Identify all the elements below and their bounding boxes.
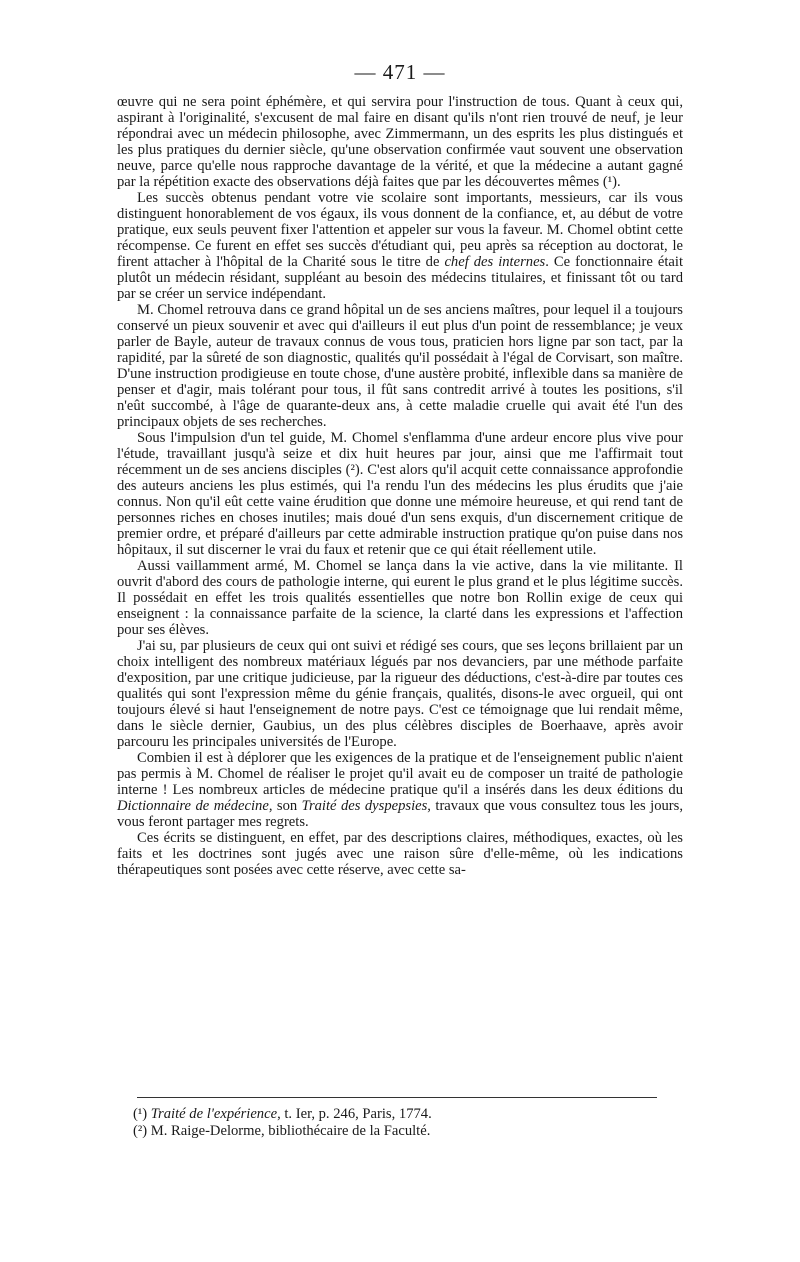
text-run: , son: [268, 798, 302, 814]
text-run: M. Raige-Delorme, bibliothécaire de la Faculté.: [150, 1123, 431, 1139]
page-number: — 471 —: [354, 60, 446, 84]
text-run: J'ai su, par plusieurs de ceux qui ont suivi et rédigé ses cours, que ses leçons brillaient par un choix intelligent des nombreux matériaux légués par nos devanciers, par une méthode parfaite d'exposition, par une critique judicieuse, par la rigueur des déductions, c'est-à-dire par toutes ces qualités qui sont l'expression même du génie français, qualités, disons-le avec orgueil, qui ont toujours élevé si haut l'enseignement de notre pays. C'est ce témoignage que lui rendait même, dans le siècle dernier, Gaubius, un des plus célèbres disciples de Boerhaave, après avoir parcouru les principales universités de l'Europe.: [117, 638, 683, 750]
paragraph: [117, 302, 683, 430]
footnote-reference: (¹).: [602, 174, 621, 190]
body-text: [117, 94, 683, 878]
text-run: , travaux que vous consultez tous les jours, vous feront partager mes regrets.: [117, 798, 683, 830]
paragraph: [117, 830, 683, 878]
italic-text: chef des internes: [444, 254, 546, 270]
text-run: Sous l'impulsion d'un tel guide, M. Chomel s'enflamma d'une ardeur encore plus vive pour l'étude, travaillant jusqu'à seize et dix huit heures par jour, ainsi que me l'affirmait tout récemment un de ses anciens disciples: [117, 430, 683, 478]
paragraph: [117, 750, 683, 830]
footnote-divider: [137, 1097, 657, 1098]
footnote-marker: (¹): [133, 1106, 151, 1122]
italic-text: Traité de l'expérience: [150, 1106, 278, 1122]
footnotes: [133, 1106, 673, 1140]
text-run: œuvre qui ne sera point éphémère, et qui servira pour l'instruction de tous. Quant à ceux qui, aspirant à l'originalité, s'excusent de mal faire en disant qu'ils n'ont rien trouvé de neuf, je leur répondrai avec un médecin philosophe, avec Zimmermann, un des esprits les plus distingués et les plus pratiques du dernier siècle, qu'une observation confirmée vaut souvent une observation neuve, parce qu'elle nous rapproche davantage de la vérité, et que la médecine a autant gagné par la répétition exacte des observations déjà faites que par les découvertes mêmes: [117, 94, 683, 190]
paragraph: [117, 638, 683, 750]
paragraph: [117, 430, 683, 558]
footnote: [133, 1123, 673, 1140]
footnote-marker: (²): [133, 1123, 151, 1139]
paragraph: [117, 94, 683, 190]
footnote-reference: (²): [345, 462, 360, 478]
text-run: Combien il est à déplorer que les exigences de la pratique et de l'enseignement public n'aient pas permis à M. Chomel de réaliser le projet qu'il avait eu de composer un traité de pathologie interne ! Les nombreux articles de médecine pratique qu'il a insérés dans les deux éditions du: [117, 750, 683, 798]
italic-text: Dictionnaire de médecine: [117, 798, 269, 814]
paragraph: [117, 558, 683, 638]
footnote: [133, 1106, 673, 1123]
text-run: . Ce fonctionnaire était plutôt un médecin résidant, suppléant au besoin des médecins titulaires, et finissant tôt ou tard par se créer un service indépendant.: [117, 254, 683, 302]
text-run: . C'est alors qu'il acquit cette connaissance approfondie des auteurs anciens les plus estimés, qui l'a rendu l'un des médecins les plus érudits que j'aie connus. Non qu'il eût cette vaine érudition que donne une mémoire heureuse, et qui rend tant de personnes riches en choses inutiles; mais doué d'un sens exquis, d'un discernement critique de premier ordre, et préparé d'ailleurs par cette admirable instruction pratique qu'on puise dans nos hôpitaux, il sut discerner le vrai du faux et retenir que ce qui était réellement utile.: [117, 462, 684, 558]
text-run: , t. Ier, p. 246, Paris, 1774.: [277, 1106, 432, 1122]
text-run: Les succès obtenus pendant votre vie scolaire sont importants, messieurs, car ils vous distinguent honorablement de vos égaux, ils vous donnent de la confiance, et, au début de votre pratique, eux seuls peuvent fixer l'attention et appeler sur vous la faveur. M. Chomel obtint cette récompense. Ce furent en effet ses succès d'étudiant qui, peu après sa réception au doctorat, le firent attacher à l'hôpital de la Charité sous le titre de: [117, 190, 683, 270]
text-run: M. Chomel retrouva dans ce grand hôpital un de ses anciens maîtres, pour lequel il a toujours conservé un pieux souvenir et avec qui d'ailleurs il eut plus d'un point de ressemblance; je veux parler de Bayle, auteur de travaux connus de vous tous, praticien hors ligne par son tact, par la rapidité, par la sûreté de son diagnostic, qualités qu'il possédait à l'égal de Corvisart, son maître. D'une instruction prodigieuse en toute chose, d'une austère probité, inflexible dans sa manière de penser et d'agir, mais tolérant pour tous, il fût sans contredit arrivé à toutes les positions, s'il n'eût succombé, à l'âge de quarante-deux ans, à cette maladie cruelle qui avait été l'un des principaux objets de ses recherches.: [117, 302, 683, 430]
paragraph: [117, 190, 683, 302]
text-run: Aussi vaillamment armé, M. Chomel se lança dans la vie active, dans la vie militante. Il ouvrit d'abord des cours de pathologie interne, qui eurent le plus grand et le plus légitime succès. Il possédait en effet les trois qualités essentielles que notre bon Rollin exige de ceux qui enseignent : la connaissance parfaite de la science, la clarté dans les expressions et l'affection pour ses élèves.: [117, 558, 683, 638]
text-run: Ces écrits se distinguent, en effet, par des descriptions claires, méthodiques, exactes, où les faits et les doctrines sont jugés avec une raison sûre d'elle-même, où les indications thérapeutiques sont posées avec cette réserve, avec cette sa-: [117, 830, 683, 878]
italic-text: Traité des dyspepsies: [301, 798, 428, 814]
